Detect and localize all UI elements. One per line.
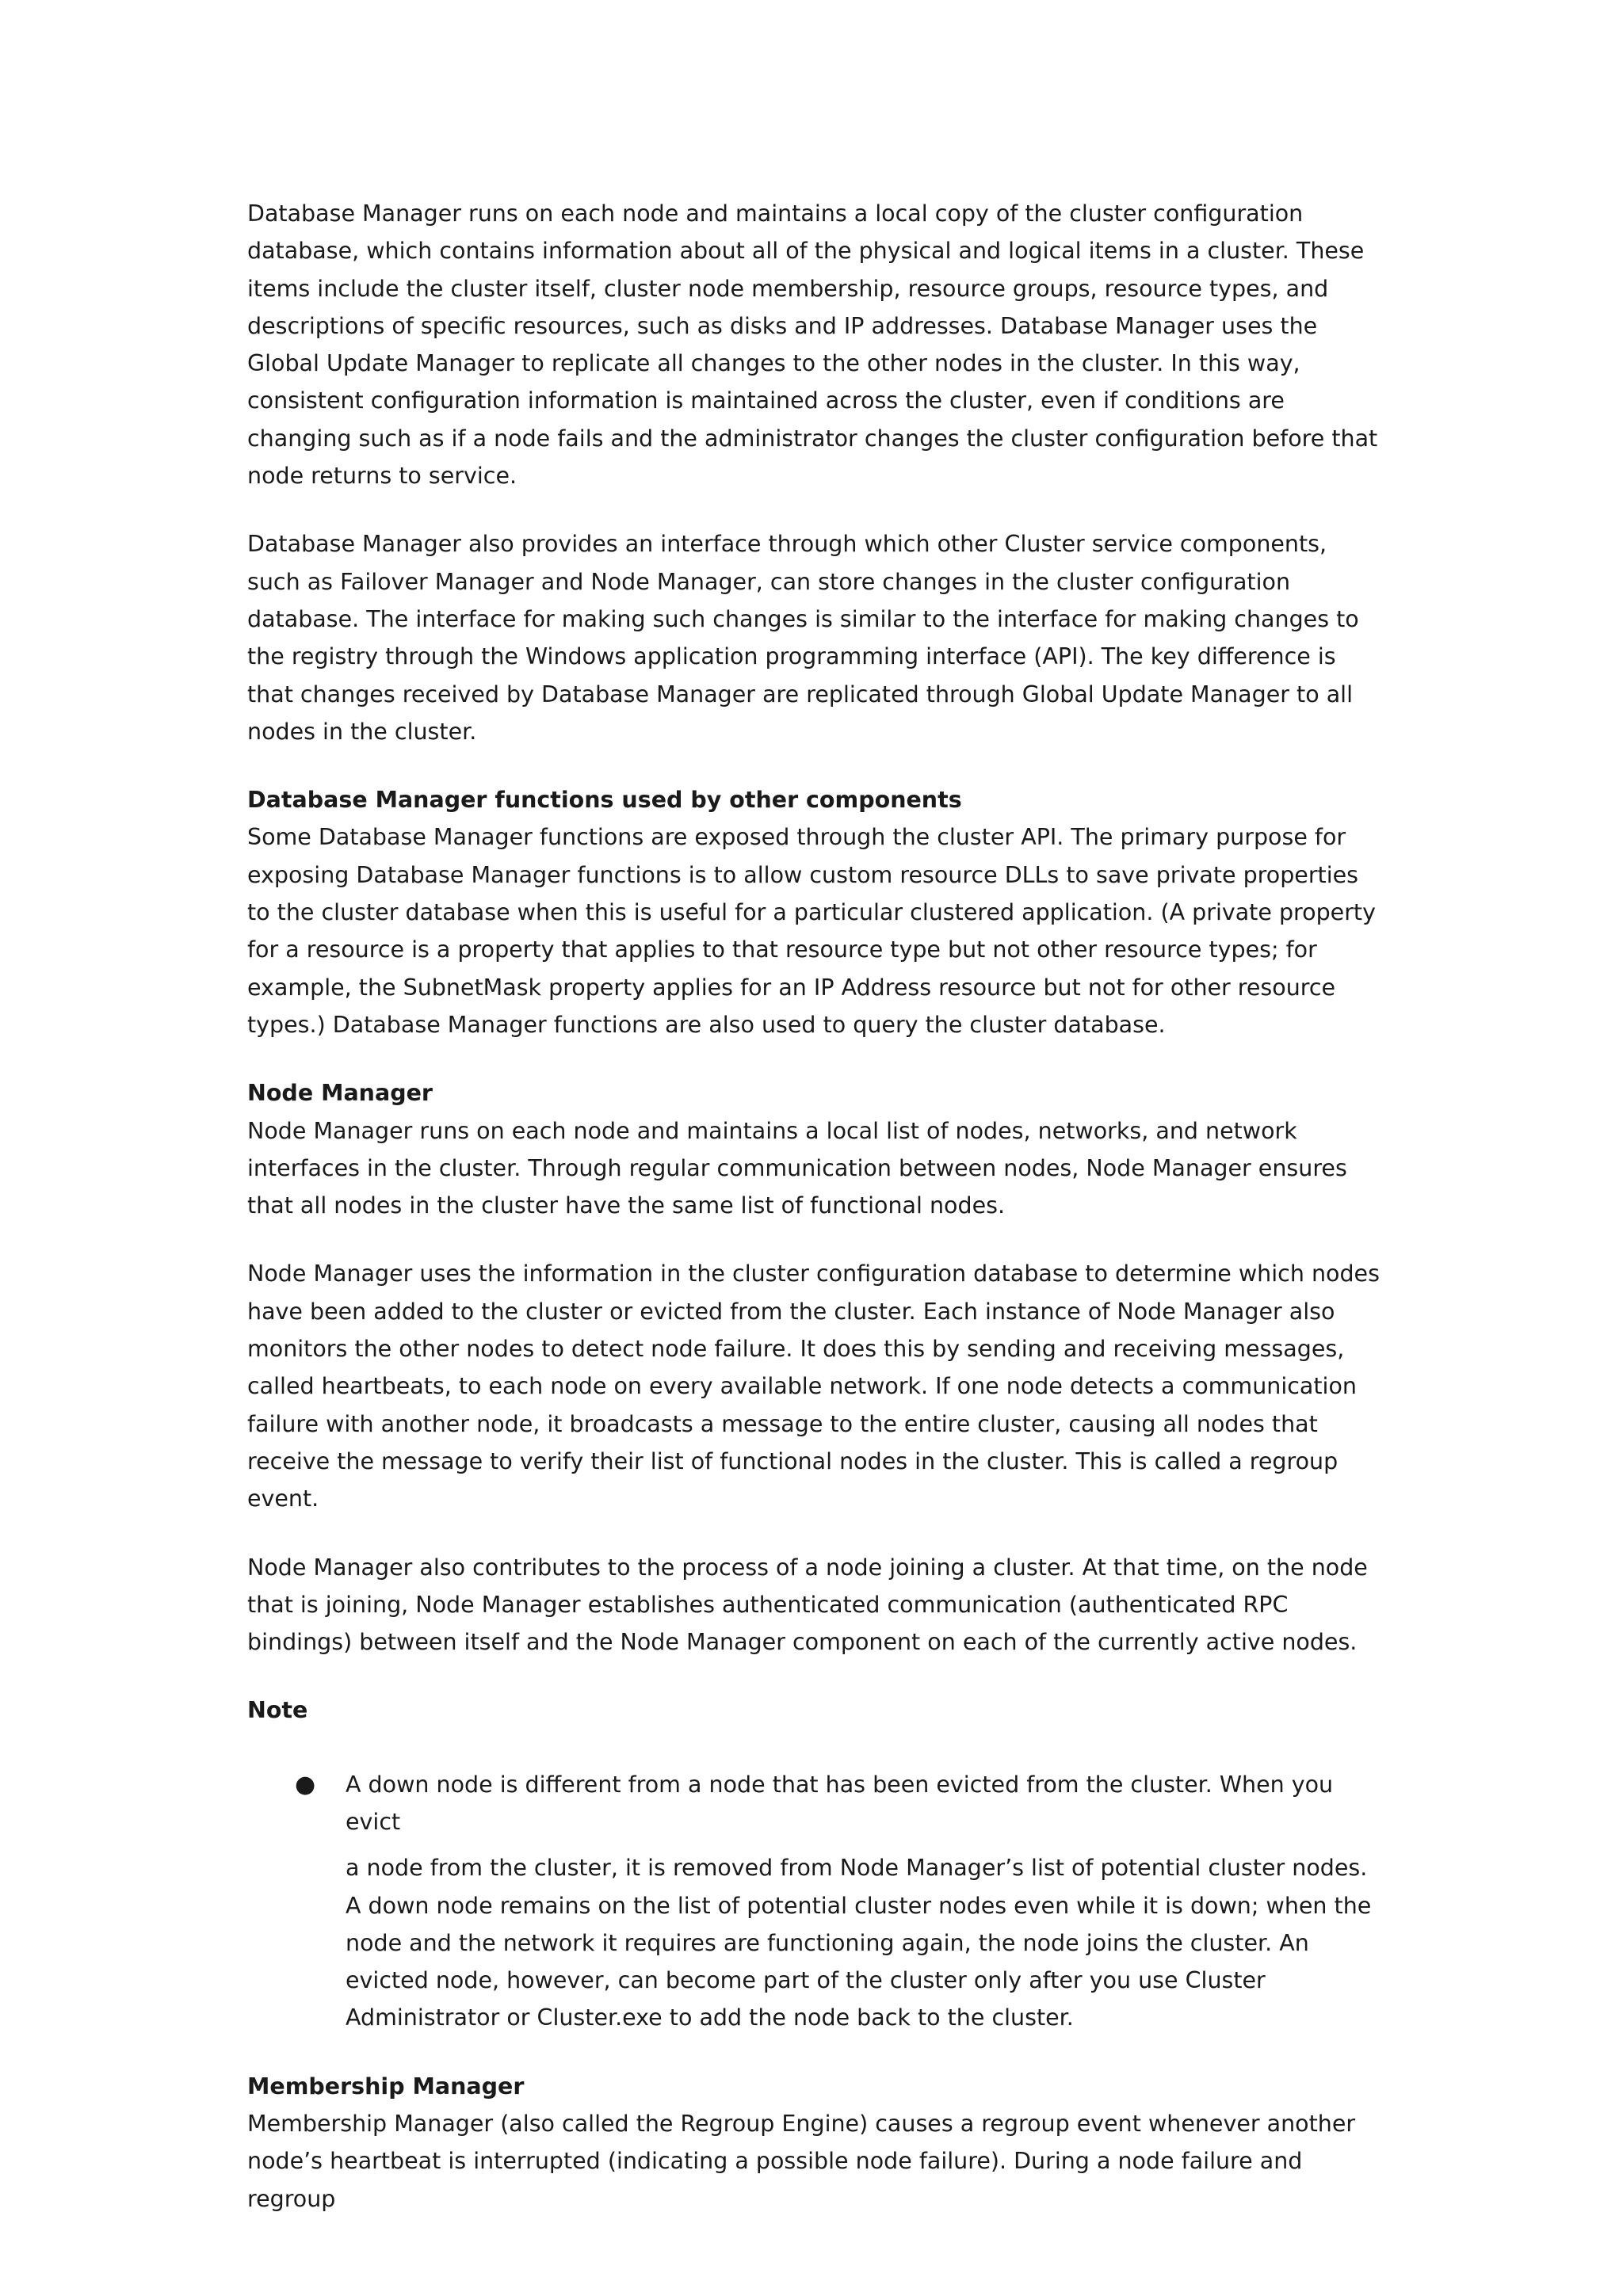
section-heading-membership: Membership Manager [247, 2073, 525, 2100]
node-manager-paragraph-3: Node Manager also contributes to the process of a node joining a cluster. At that time, on the node that is joining, Node Manager establishes authenticated communication (authenticated RPC bindings) between itself and the Node Manager component on each of the currently active nodes. [247, 1554, 1368, 1656]
node-manager-paragraph-2: Node Manager uses the information in the cluster configuration database to determine which nodes have been added to the cluster or evicted from the cluster. Each instance of Node Manager also monitors the other nodes to detect node failure. It does this by sending and receiving messages, called heartbeats, to each node on every available network. If one node detects a communication failure with another node, it broadcasts a message to the entire cluster, causing all nodes that receive the message to verify their list of functional nodes in the cluster. This is called a regroup event. [247, 1261, 1380, 1512]
section-text-node-manager: Node Manager runs on each node and maintains a local list of nodes, networks, and network interfaces in the cluster. Through regular communication between nodes, Node Manager ensures that all nodes in the cluster have the same list of functional nodes. [247, 1117, 1347, 1219]
note-rest: a node from the cluster, it is removed from Node Manager’s list of potential cluster nodes. A down node remains on the list of potential cluster nodes even while it is down; when the node and the network it requires are functioning again, the node joins the cluster. An evicted node, however, can become part of the cluster only after you use Cluster Administrator or Cluster.exe to add the node back to the cluster. [346, 1855, 1372, 2031]
bullet-icon: ● [295, 1770, 316, 1798]
note-list [247, 1766, 1384, 2037]
note-item [247, 1766, 1384, 2037]
note-first-line: A down node is different from a node that has been evicted from the cluster. When you evict [346, 1771, 1334, 1835]
section-node-manager [247, 1074, 1384, 1224]
section-heading-db-functions: Database Manager functions used by other components [247, 787, 962, 814]
section-db-functions [247, 781, 1384, 1043]
document-page [247, 195, 1384, 2248]
section-membership-manager [247, 2068, 1384, 2218]
intro-paragraph-1: Database Manager runs on each node and maintains a local copy of the cluster configuration database, which contains information about all of the physical and logical items in a cluster. These items include the cluster itself, cluster node membership, resource groups, resource types, and descriptions of specific resources, such as disks and IP addresses. Database Manager uses the Global Update Manager to replicate all changes to the other nodes in the cluster. In this way, consistent configuration information is maintained across the cluster, even if conditions are changing such as if a node fails and the administrator changes the cluster configuration before that node returns to service. [247, 200, 1378, 490]
section-text-membership: Membership Manager (also called the Regroup Engine) causes a regroup event whenever another node’s heartbeat is interrupted (indicating a possible node failure). During a node failure and regroup [247, 2111, 1356, 2212]
section-text-db-functions: Some Database Manager functions are exposed through the cluster API. The primary purpose for exposing Database Manager functions is to allow custom resource DLLs to save private properties to the cluster database when this is useful for a particular clustered application. (A private property for a resource is a property that applies to that resource type but not other resource types; for example, the SubnetMask property applies for an IP Address resource but not for other resource types.) Database Manager functions are also used to query the cluster database. [247, 824, 1376, 1038]
section-heading-node-manager: Node Manager [247, 1080, 433, 1107]
intro-paragraph-2: Database Manager also provides an interface through which other Cluster service components, such as Failover Manager and Node Manager, can store changes in the cluster configuration database. The interface for making such changes is similar to the interface for making changes to the registry through the Windows application programming interface (API). The key difference is that changes received by Database Manager are replicated through Global Update Manager to all nodes in the cluster. [247, 531, 1359, 745]
note-title: Note [247, 1697, 308, 1724]
